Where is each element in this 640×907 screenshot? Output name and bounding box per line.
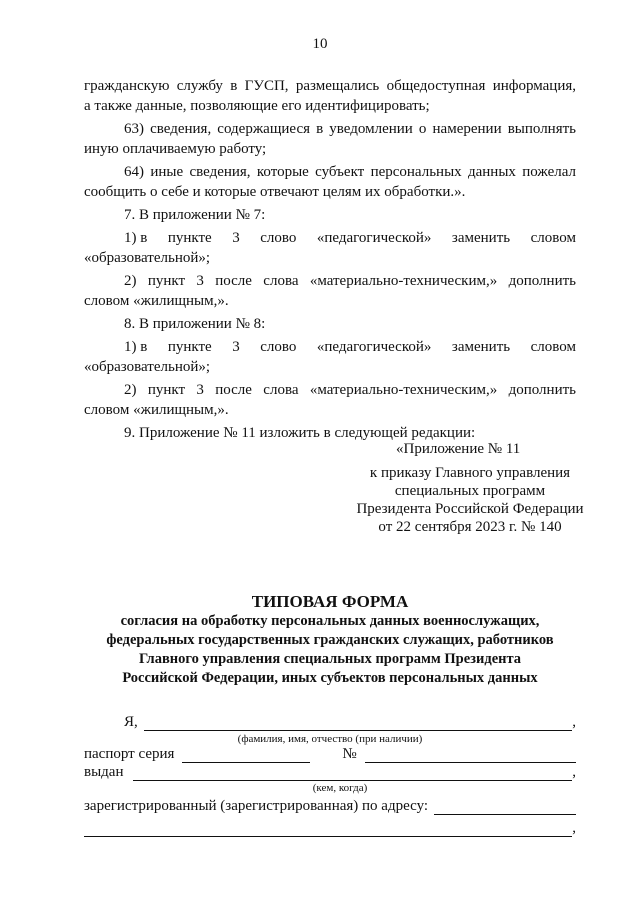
paragraph-64: 64) иные сведения, которые субъект персональных данных пожелал сообщить о себе и которые отвечают целям их обработки.». xyxy=(84,164,576,200)
word: 3 xyxy=(232,339,240,355)
paragraph-continuation-end: а также данные, позволяющие его идентифицировать; xyxy=(84,98,430,114)
appendix-date: от 22 сентября 2023 г. № 140 xyxy=(378,519,562,535)
appendix-line: специальных программ xyxy=(394,483,546,499)
passport-number-field[interactable] xyxy=(365,747,576,763)
comma: , xyxy=(572,764,576,780)
comma: , xyxy=(572,714,576,730)
word: словом xyxy=(530,230,576,246)
address-row xyxy=(84,798,576,815)
word: слово xyxy=(260,339,297,355)
issued-row xyxy=(84,764,576,781)
word: «педагогической» xyxy=(316,339,432,355)
form-subheading: Российской Федерации, иных субъектов персональных данных xyxy=(122,670,538,686)
paragraph-item-8: 8. В приложении № 8: xyxy=(124,316,266,332)
ya-label: Я, xyxy=(124,714,138,730)
passport-series-field[interactable] xyxy=(182,747,310,763)
word: «педагогической» xyxy=(316,230,432,246)
address-field-2[interactable] xyxy=(84,821,572,837)
form-subheading: согласия на обработку персональных данных военнослужащих, xyxy=(120,613,540,629)
paragraph-continuation: гражданскую службу в ГУСП, размещались общедоступная информация, xyxy=(84,78,576,94)
appendix-title: «Приложение № 11 xyxy=(396,441,521,457)
paragraph-8-2: 2) пункт 3 после слова «материально-техническим,» дополнить словом «жилищным,». xyxy=(84,382,576,418)
word: пункте xyxy=(167,230,212,246)
paragraph-7-2: 2) пункт 3 после слова «материально-техническим,» дополнить словом «жилищным,». xyxy=(84,273,576,309)
body-text xyxy=(84,76,576,443)
issued-label: выдан xyxy=(84,764,124,780)
word: заменить xyxy=(451,339,511,355)
word: 1) в xyxy=(124,339,148,355)
paragraph-63: 63) сведения, содержащиеся в уведомлении о намерении выполнять иную оплачиваемую работу; xyxy=(84,121,576,157)
paragraph-8-1-cont: «образовательной»; xyxy=(84,359,211,375)
address-field[interactable] xyxy=(434,799,576,815)
paragraph-8-1 xyxy=(84,337,576,357)
number-label: № xyxy=(342,746,357,762)
form-heading: ТИПОВАЯ ФОРМА xyxy=(251,592,409,611)
form-subheading: федеральных государственных гражданских служащих, работников xyxy=(106,632,554,648)
appendix-header xyxy=(300,440,640,536)
issued-hint: (кем, когда) xyxy=(312,782,368,794)
appendix-line: Президента Российской Федерации xyxy=(356,501,584,517)
passport-label: паспорт серия xyxy=(84,746,175,762)
passport-row xyxy=(84,746,576,763)
paragraph-item-9: 9. Приложение № 11 изложить в следующей редакции: xyxy=(124,425,476,441)
comma: , xyxy=(572,820,576,836)
word: заменить xyxy=(451,230,511,246)
form-title xyxy=(84,592,576,688)
registered-label: зарегистрированный (зарегистрированная) по адресу: xyxy=(84,798,429,814)
issued-by-field[interactable] xyxy=(133,765,572,781)
word: словом xyxy=(530,339,576,355)
paragraph-7-1 xyxy=(84,228,576,248)
name-row xyxy=(84,714,576,731)
paragraph-7-1-cont: «образовательной»; xyxy=(84,250,211,266)
appendix-line: к приказу Главного управления xyxy=(369,465,571,481)
form-subheading: Главного управления специальных программ Президента xyxy=(138,651,522,667)
address-continuation-row xyxy=(84,820,576,837)
word: слово xyxy=(260,230,297,246)
full-name-hint: (фамилия, имя, отчество (при наличии) xyxy=(237,733,423,745)
word: 1) в xyxy=(124,230,148,246)
page-number: 10 xyxy=(312,36,328,52)
full-name-field[interactable] xyxy=(144,715,572,731)
word: пункте xyxy=(167,339,212,355)
word: 3 xyxy=(232,230,240,246)
paragraph-item-7: 7. В приложении № 7: xyxy=(124,207,266,223)
